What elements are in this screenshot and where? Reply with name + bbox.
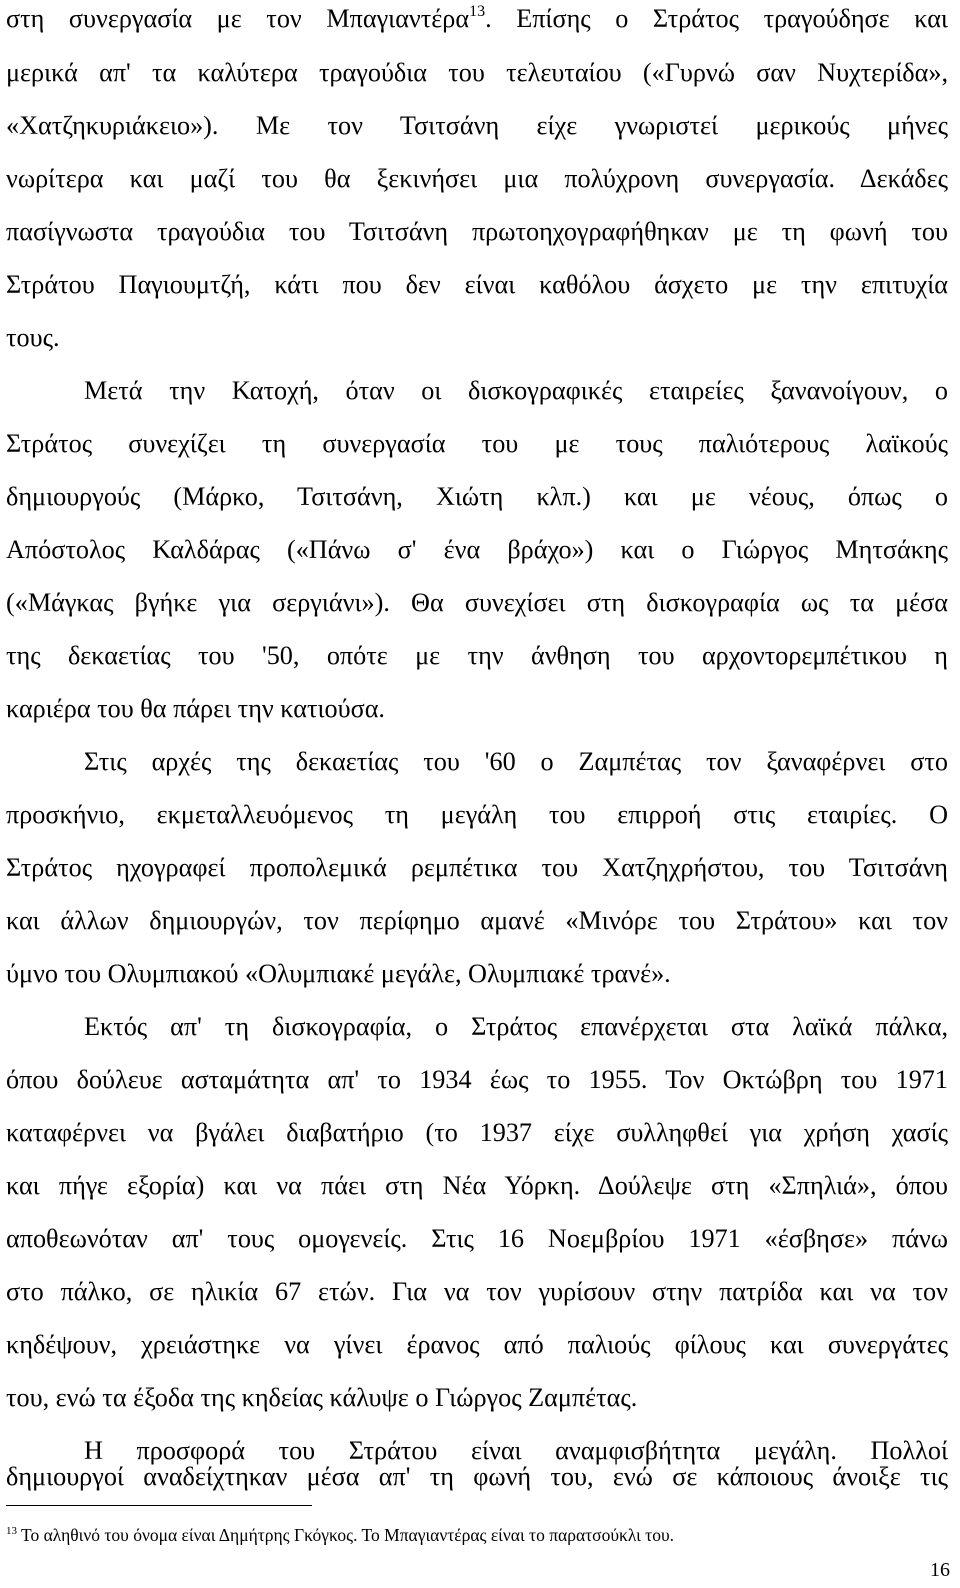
paragraph-2-line: της δεκαετίας του '50, οπότε με την άνθηση του αρχοντορεμπέτικου η xyxy=(6,641,948,670)
paragraph-1-line: πασίγνωστα τραγούδια του Τσιτσάνη πρωτοηχογραφήθηκαν με τη φωνή του xyxy=(6,217,948,246)
paragraph-3-line: προσκήνιο, εκμεταλλευόμενος τη μεγάλη του επιρροή στις εταιρίες. Ο xyxy=(6,800,948,829)
paragraph-2-line: Στράτος συνεχίζει τη συνεργασία του με τους παλιότερους λαϊκούς xyxy=(6,429,948,458)
page-number: 16 xyxy=(930,1559,950,1581)
paragraph-2-line: Απόστολος Καλδάρας («Πάνω σ' ένα βράχο») και ο Γιώργος Μητσάκης xyxy=(6,535,948,564)
paragraph-2-line-last: καριέρα του θα πάρει την κατιούσα. xyxy=(6,694,385,723)
text-run: στη συνεργασία με τον Μπαγιαντέρα xyxy=(6,4,470,33)
paragraph-4-line: και πήγε εξορία) και να πάει στη Νέα Υόρκη. Δούλεψε στη «Σπηλιά», όπου xyxy=(6,1171,948,1200)
paragraph-3-line-first: Στις αρχές της δεκαετίας του '60 ο Ζαμπέτας τον ξαναφέρνει στο xyxy=(84,747,948,776)
paragraph-1-line: Στράτου Παγιουμτζή, κάτι που δεν είναι καθόλου άσχετο με την επιτυχία xyxy=(6,270,948,299)
footnote-text: Το αληθινό του όνομα είναι Δημήτρης Γκόγκος. Το Μπαγιαντέρας είναι το παρατσούκλι του. xyxy=(21,1525,674,1545)
paragraph-3-line: Στράτος ηχογραφεί προπολεμικά ρεμπέτικα του Χατζηχρήστου, του Τσιτσάνη xyxy=(6,853,948,882)
paragraph-4-line: καταφέρνει να βγάλει διαβατήριο (το 1937 είχε συλληφθεί για χρήση χασίς xyxy=(6,1118,948,1147)
paragraph-4-line-last: του, ενώ τα έξοδα της κηδείας κάλυψε ο Γιώργος Ζαμπέτας. xyxy=(6,1383,638,1412)
paragraph-3-line: και άλλων δημιουργών, τον περίφημο αμανέ «Μινόρε του Στράτου» και τον xyxy=(6,906,948,935)
paragraph-4-line: αποθεωνόταν απ' τους ομογενείς. Στις 16 Νοεμβρίου 1971 «έσβησε» πάνω xyxy=(6,1224,948,1253)
footnote-reference: 13 xyxy=(469,3,486,20)
paragraph-2-line-first: Μετά την Κατοχή, όταν οι δισκογραφικές εταιρείες ξανανοίγουν, ο xyxy=(84,376,948,405)
paragraph-4-line: στο πάλκο, σε ηλικία 67 ετών. Για να τον γυρίσουν στην πατρίδα και να τον xyxy=(6,1277,948,1306)
paragraph-4-line: όπου δούλευε ασταμάτητα απ' το 1934 έως το 1955. Τον Οκτώβρη του 1971 xyxy=(6,1065,948,1094)
paragraph-4-line: κηδέψουν, χρειάστηκε να γίνει έρανος από παλιούς φίλους και συνεργάτες xyxy=(6,1330,948,1359)
paragraph-4-line-first: Εκτός απ' τη δισκογραφία, ο Στράτος επανέρχεται στα λαϊκά πάλκα, xyxy=(84,1012,948,1041)
paragraph-5-line: δημιουργοί αναδείχτηκαν μέσα απ' τη φωνή του, ενώ σε κάποιους άνοιξε τις xyxy=(6,1462,948,1491)
paragraph-1-line-last: τους. xyxy=(6,323,60,352)
paragraph-5-line-first: Η προσφορά του Στράτου είναι αναμφισβήτητα μεγάλη. Πολλοί xyxy=(84,1436,948,1465)
paragraph-3-line-last: ύμνο του Ολυμπιακού «Ολυμπιακέ μεγάλε, Ολυμπιακέ τρανέ». xyxy=(6,959,671,988)
footnote xyxy=(6,1524,674,1546)
text-run: . Επίσης ο Στράτος τραγούδησε και xyxy=(485,4,948,33)
footnote-number: 13 xyxy=(6,1525,17,1537)
paragraph-2-line: («Μάγκας βγήκε για σεργιάνι»). Θα συνεχίσει στη δισκογραφία ως τα μέσα xyxy=(6,588,948,617)
paragraph-2-line: δημιουργούς (Μάρκο, Τσιτσάνη, Χιώτη κλπ.) και με νέους, όπως ο xyxy=(6,482,948,511)
footnote-separator xyxy=(6,1505,312,1506)
paragraph-1-line-0 xyxy=(6,4,948,34)
paragraph-1-line: μερικά απ' τα καλύτερα τραγούδια του τελευταίου («Γυρνώ σαν Νυχτερίδα», xyxy=(6,58,948,87)
paragraph-1-line: νωρίτερα και μαζί του θα ξεκινήσει μια πολύχρονη συνεργασία. Δεκάδες xyxy=(6,164,948,193)
paragraph-1-line: «Χατζηκυριάκειο»). Με τον Τσιτσάνη είχε γνωριστεί μερικούς μήνες xyxy=(6,111,948,140)
